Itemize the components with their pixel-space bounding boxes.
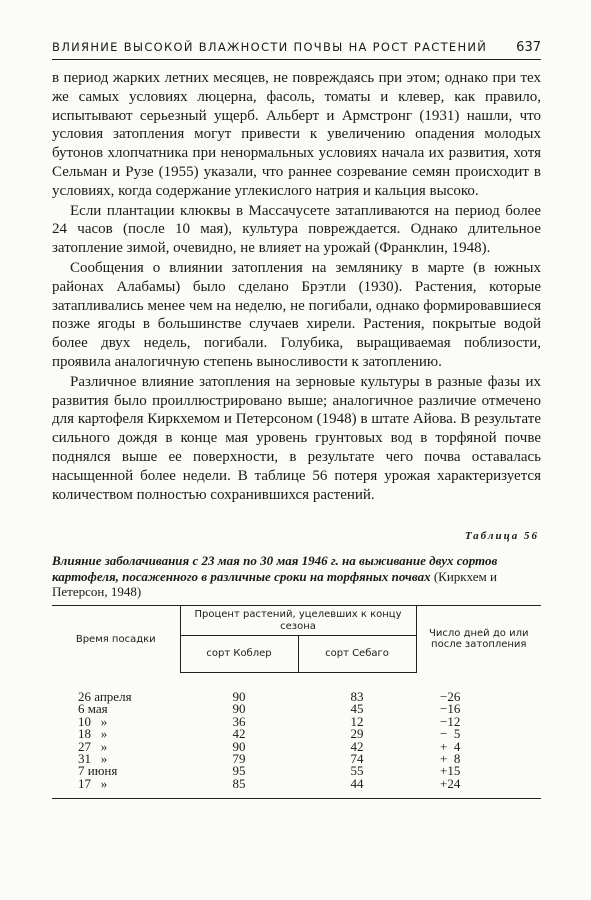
- cell-days: +24: [416, 778, 541, 799]
- header-percent-group: Процент растений, уцелевших к концу сезона: [180, 606, 416, 636]
- paragraph: Если плантации клюквы в Массачусете затапливаются на период более 24 часов (после 10 мая), культура повреждается. Однако длительное затопление зимой, очевидно, не влияет на урожай (Франклин, 1948).: [52, 202, 541, 257]
- body-text: [52, 69, 541, 504]
- cell-sebago: 55: [350, 763, 364, 779]
- table-caption-source: (Киркхем и Петерсон, 1948): [52, 568, 497, 599]
- cell-sebago: 44: [298, 778, 416, 799]
- cell-sebago: 83: [350, 689, 364, 704]
- cell-days: + 4: [440, 738, 461, 754]
- cell-days: +15: [440, 763, 461, 779]
- cell-planting-date: 18 »: [78, 726, 108, 742]
- header-planting-time: Время посадки: [52, 606, 180, 673]
- cell-days: −12: [440, 713, 461, 729]
- header-rule: [52, 59, 541, 60]
- table-caption-main: Влияние заболачивания с 23 мая по 30 мая 1946 г. на выживание двух сортов картофеля, посаженного в различные сроки на торфяных почвах: [52, 553, 498, 584]
- header-cobbler: сорт Коблер: [180, 636, 298, 673]
- table-row: [52, 765, 541, 777]
- cell-planting-date: 27 »: [78, 738, 108, 754]
- cell-planting-date: 10 »: [78, 713, 108, 729]
- cell-sebago: 12: [350, 713, 364, 729]
- header-days: Число дней до или после затопления: [416, 606, 541, 673]
- table-body: [52, 673, 541, 799]
- table-row: [52, 778, 541, 799]
- cell-planting-date: 6 мая: [78, 701, 108, 717]
- survival-table: [52, 605, 541, 799]
- cell-days: −16: [440, 701, 461, 717]
- table-row: [52, 703, 541, 715]
- cell-cobbler: 90: [232, 701, 246, 717]
- cell-sebago: 74: [350, 751, 364, 767]
- paragraph: Различное влияние затопления на зерновые культуры в разные фазы их развития было проиллюстрировано выше; аналогичное различие отмечено для картофеля Киркхемом и Петерсоном (1948) в штате Айова. В результате сильного дождя в конце мая уровень грунтовых вод в торфяной почве поднялся выше ее поверхности, в результате чего почва оставалась насыщенной более недели. В таблице 56 потеря урожая характеризуется количеством полностью сохранившихся растений.: [52, 373, 541, 503]
- cell-cobbler: 90: [232, 738, 246, 754]
- table-row: [52, 741, 541, 753]
- table-label: Таблица 56: [464, 530, 539, 542]
- cell-days: + 8: [440, 751, 461, 767]
- paragraph: в период жарких летних месяцев, не повреждаясь при этом; однако при тех же самых условиях люцерна, фасоль, томаты и клевер, как правило, испытывают серьезный ущерб. Альберт и Армстронг (1931) нашли, что условия затопления могут привести к увеличению опадения молодых бутонов хлопчатника при ненормальных условиях начала их развития, хотя Сельман и Рузе (1955) указали, что раннее созревание семян происходит в условиях, когда содержание углекислого натрия и кальция высоко.: [52, 70, 541, 199]
- cell-cobbler: 42: [232, 726, 246, 742]
- cell-days: −26: [440, 688, 461, 704]
- cell-planting-date: 7 июня: [78, 763, 118, 779]
- cell-cobbler: 79: [232, 751, 246, 767]
- page-number: 637: [516, 40, 541, 55]
- header-sebago: сорт Себаго: [298, 636, 416, 673]
- running-head: [52, 40, 541, 55]
- cell-cobbler: 85: [180, 778, 298, 799]
- cell-cobbler: 36: [232, 713, 246, 729]
- cell-cobbler: 90: [232, 689, 246, 704]
- cell-sebago: 29: [350, 726, 364, 742]
- cell-planting-date: 26 апреля: [78, 688, 132, 704]
- paragraph: Сообщения о влиянии затопления на землянику в марте (в южных районах Алабамы) было сделано Брэтли (1930). Растения, которые затапливались менее чем на неделю, не погибали, однако формировавшиеся позже ягоды в большинстве случаев хирели. Растения, покрытые водой более двух недель, погибали. Голубика, выращиваемая поблизости, проявила аналогичную степень выносливости к затоплению.: [52, 259, 541, 370]
- table-row: [52, 753, 541, 765]
- cell-days: − 5: [440, 726, 461, 742]
- cell-cobbler: 95: [232, 763, 246, 779]
- table-row: [52, 728, 541, 740]
- cell-planting-date: 31 »: [78, 751, 108, 767]
- cell-sebago: 42: [350, 738, 364, 754]
- cell-planting-date: 17 »: [52, 778, 180, 799]
- table-caption: [52, 553, 541, 600]
- table-row: [52, 716, 541, 728]
- cell-sebago: 45: [350, 701, 364, 717]
- running-head-title: ВЛИЯНИЕ ВЫСОКОЙ ВЛАЖНОСТИ ПОЧВЫ НА РОСТ РАСТЕНИЙ: [52, 40, 488, 54]
- table-row: [52, 673, 541, 704]
